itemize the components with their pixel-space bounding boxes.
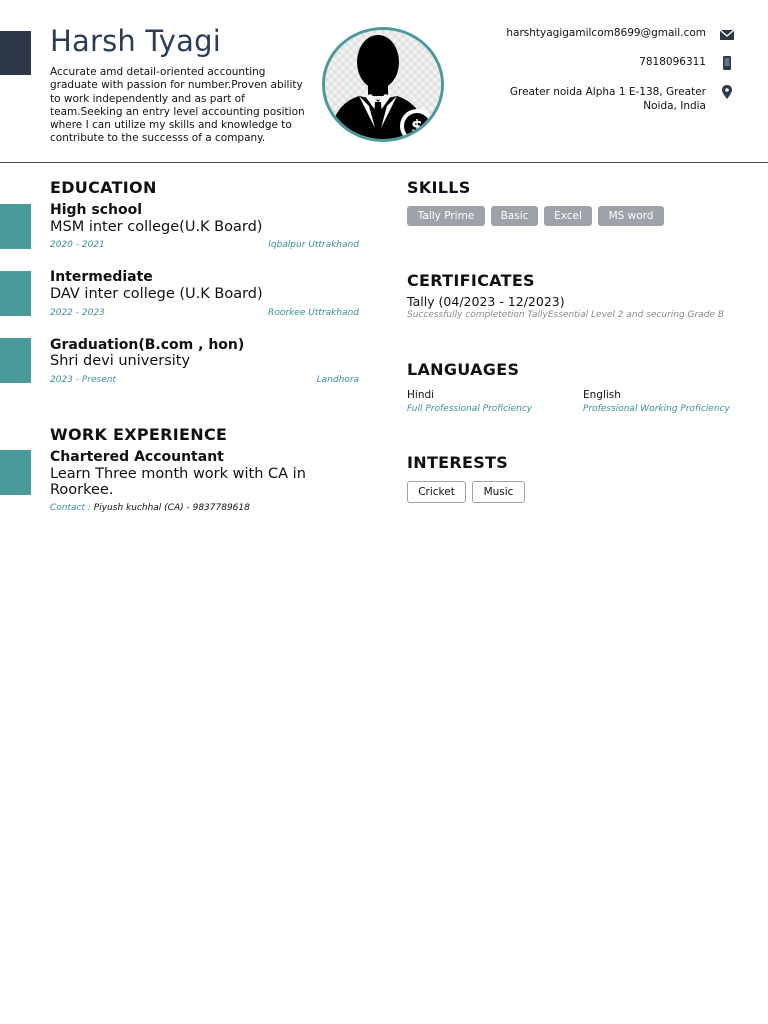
- language-level: Professional Working Proficiency: [583, 404, 730, 414]
- contact-email[interactable]: harshtyagigamilcom8699@gmail.com: [506, 27, 706, 39]
- work-contact-label: Contact :: [50, 503, 91, 513]
- skill-tag: Tally Prime: [407, 206, 485, 226]
- skill-tag: Excel: [544, 206, 592, 226]
- education-marker: [0, 204, 31, 249]
- education-level: Graduation(B.com , hon): [50, 337, 245, 353]
- work-role: Chartered Accountant: [50, 449, 224, 465]
- profile-photo: [322, 27, 444, 142]
- education-location: Iqbalpur Uttrakhand: [268, 240, 359, 250]
- education-marker: [0, 338, 31, 383]
- education-school: DAV inter college (U.K Board): [50, 286, 263, 302]
- candidate-name: Harsh Tyagi: [50, 24, 222, 58]
- education-school: MSM inter college(U.K Board): [50, 219, 263, 235]
- work-description: [50, 466, 306, 498]
- contact-address: [510, 86, 706, 113]
- language-name: Hindi: [407, 389, 435, 401]
- education-marker: [0, 271, 31, 316]
- language-name: English: [583, 389, 621, 401]
- person-silhouette-icon: [325, 30, 441, 139]
- education-dates: 2020 - 2021: [50, 240, 105, 250]
- education-level: High school: [50, 202, 143, 218]
- header-divider: [0, 162, 768, 163]
- education-level: Intermediate: [50, 269, 153, 285]
- education-heading: EDUCATION: [50, 178, 157, 197]
- skill-tag: MS word: [598, 206, 664, 226]
- certificate-name: Tally (04/2023 - 12/2023): [407, 294, 565, 309]
- work-description-line-1: Learn Three month work with CA in: [50, 466, 306, 482]
- skill-tag: Basic: [491, 206, 538, 226]
- education-dates: 2023 - Present: [50, 375, 116, 385]
- address-line-2: Noida, India: [643, 99, 706, 112]
- skills-heading: SKILLS: [407, 178, 471, 197]
- education-school: Shri devi university: [50, 353, 191, 369]
- header-accent-bar: [0, 31, 31, 75]
- work-description-line-2: Roorkee.: [50, 482, 114, 498]
- education-dates: 2022 - 2023: [50, 308, 105, 318]
- languages-heading: LANGUAGES: [407, 360, 520, 379]
- contact-phone[interactable]: 7818096311: [639, 56, 706, 68]
- certificate-description: Successfully completetion TallyEssential Level 2 and securing Grade B: [407, 310, 725, 320]
- phone-icon: [719, 55, 735, 71]
- education-location: Roorkee Uttrakhand: [268, 308, 359, 318]
- work-marker: [0, 450, 31, 495]
- certificates-heading: CERTIFICATES: [407, 271, 535, 290]
- education-location: Landhora: [316, 375, 359, 385]
- location-pin-icon: [719, 84, 735, 100]
- profile-summary: Accurate amd detail-oriented accounting graduate with passion for number.Proven ability to work independently and as part of team.Seeking an entry level accounting position where I can utilize my skills and knowledge to contribute to the successs of a company.: [50, 66, 305, 145]
- interest-tag: Cricket: [407, 481, 466, 503]
- work-contact: [50, 503, 250, 513]
- svg-text:$: $: [411, 117, 423, 137]
- work-experience-heading: WORK EXPERIENCE: [50, 425, 228, 444]
- interests-heading: INTERESTS: [407, 453, 509, 472]
- interest-tag: Music: [472, 481, 525, 503]
- work-contact-value: Piyush kuchhal (CA) - 9837789618: [93, 503, 250, 513]
- address-line-1: Greater noida Alpha 1 E-138, Greater: [509, 86, 706, 98]
- envelope-icon: [719, 27, 735, 43]
- language-level: Full Professional Proficiency: [407, 404, 533, 414]
